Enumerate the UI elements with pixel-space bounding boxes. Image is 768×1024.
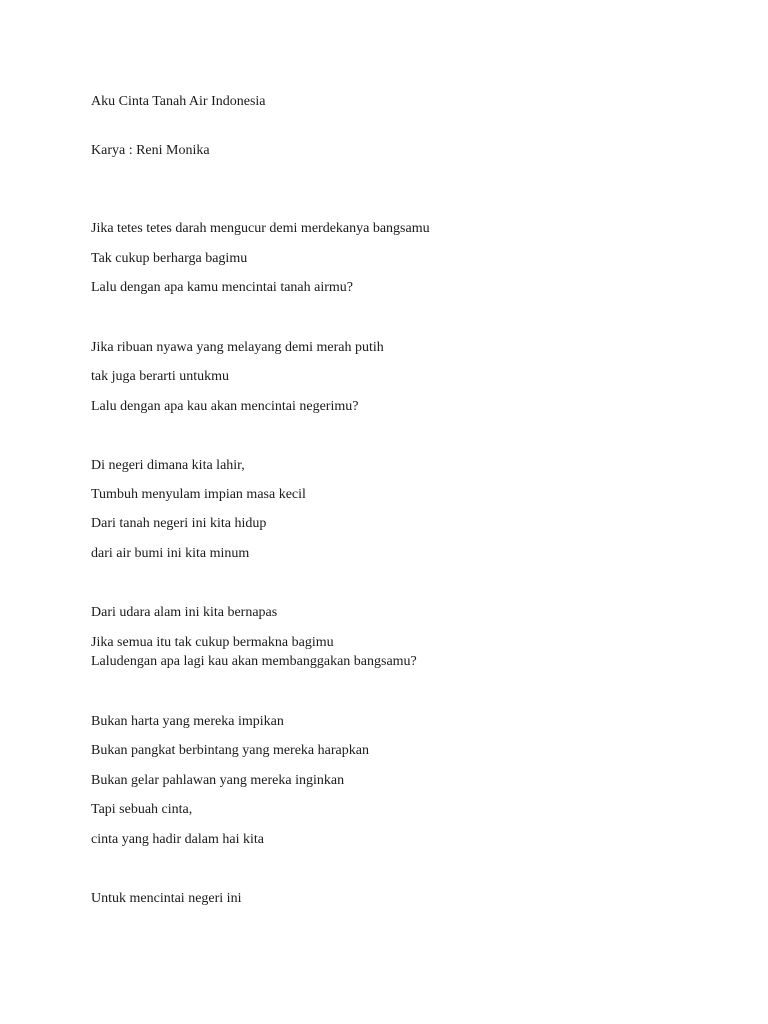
- poem-line: Untuk mencintai negeri ini: [91, 891, 242, 906]
- poem-line: dari air bumi ini kita minum: [91, 546, 250, 561]
- poem-line: Dari udara alam ini kita bernapas: [91, 605, 278, 620]
- poem-line: Tapi sebuah cinta,: [91, 802, 193, 817]
- poem-line: Tak cukup berharga bagimu: [91, 251, 248, 266]
- poem-line: Jika tetes tetes darah mengucur demi merdekanya bangsamu: [91, 221, 430, 236]
- poem-line: Bukan pangkat berbintang yang mereka harapkan: [91, 743, 369, 758]
- poem-line: Dari tanah negeri ini kita hidup: [91, 516, 267, 531]
- poem-title: Aku Cinta Tanah Air Indonesia: [91, 94, 266, 109]
- poem-line: Jika semua itu tak cukup bermakna bagimu: [91, 635, 334, 650]
- poem-line: Bukan gelar pahlawan yang mereka inginkan: [91, 773, 345, 788]
- poem-author: Karya : Reni Monika: [91, 143, 210, 158]
- poem-line: tak juga berarti untukmu: [91, 369, 230, 384]
- poem-line: Bukan harta yang mereka impikan: [91, 714, 284, 729]
- poem-line: Lalu dengan apa kau akan mencintai negerimu?: [91, 399, 359, 414]
- poem-line: Jika ribuan nyawa yang melayang demi merah putih: [91, 340, 384, 355]
- poem-line: Laludengan apa lagi kau akan membanggakan bangsamu?: [91, 654, 417, 669]
- poem-line: Lalu dengan apa kamu mencintai tanah airmu?: [91, 280, 354, 295]
- poem-line: Tumbuh menyulam impian masa kecil: [91, 487, 306, 502]
- poem-line: cinta yang hadir dalam hai kita: [91, 832, 264, 847]
- poem-line: Di negeri dimana kita lahir,: [91, 458, 245, 473]
